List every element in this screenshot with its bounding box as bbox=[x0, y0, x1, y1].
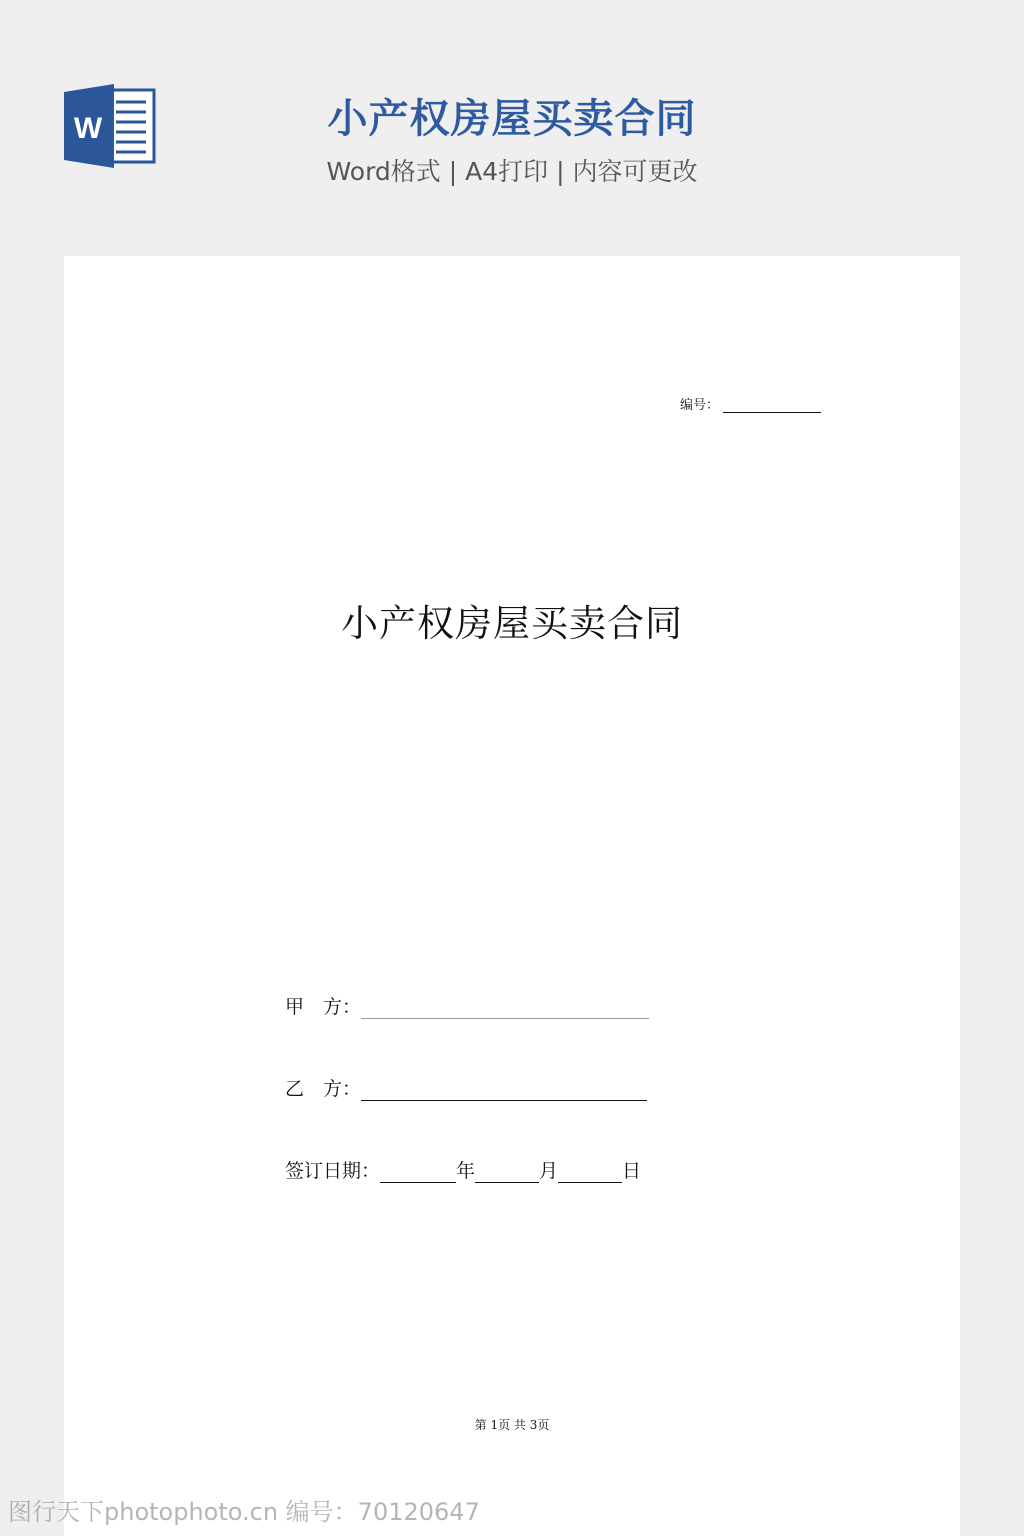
word-icon-letter: W bbox=[73, 112, 103, 145]
party-b-blank bbox=[361, 1082, 647, 1101]
banner-subtitle: Word格式 | A4打印 | 内容可更改 bbox=[326, 157, 698, 186]
document-number-label: 编号： bbox=[680, 398, 720, 413]
party-a-field bbox=[285, 992, 649, 1019]
document-number bbox=[680, 394, 821, 413]
banner-title: 小产权房屋买卖合同 bbox=[327, 96, 697, 142]
sign-date-label: 签订日期： bbox=[285, 1160, 381, 1182]
year-blank bbox=[380, 1164, 456, 1183]
party-b-field bbox=[285, 1074, 647, 1101]
watermark-text: 图行天下photophoto.cn 编号：70120647 bbox=[8, 1498, 480, 1526]
party-b-label: 乙 方： bbox=[285, 1078, 362, 1100]
party-a-blank bbox=[361, 1000, 649, 1019]
document-title: 小产权房屋买卖合同 bbox=[341, 602, 683, 645]
party-a-label: 甲 方： bbox=[285, 996, 362, 1018]
document-number-blank bbox=[723, 398, 821, 413]
page-number-footer: 第 1页 共 3页 bbox=[474, 1418, 550, 1432]
year-label: 年 bbox=[456, 1160, 476, 1182]
document-page bbox=[64, 256, 960, 1536]
month-label: 月 bbox=[539, 1160, 559, 1182]
header-banner bbox=[0, 0, 1024, 230]
sign-date-field bbox=[285, 1156, 641, 1183]
day-blank bbox=[558, 1164, 622, 1183]
month-blank bbox=[475, 1164, 539, 1183]
day-label: 日 bbox=[622, 1160, 642, 1182]
